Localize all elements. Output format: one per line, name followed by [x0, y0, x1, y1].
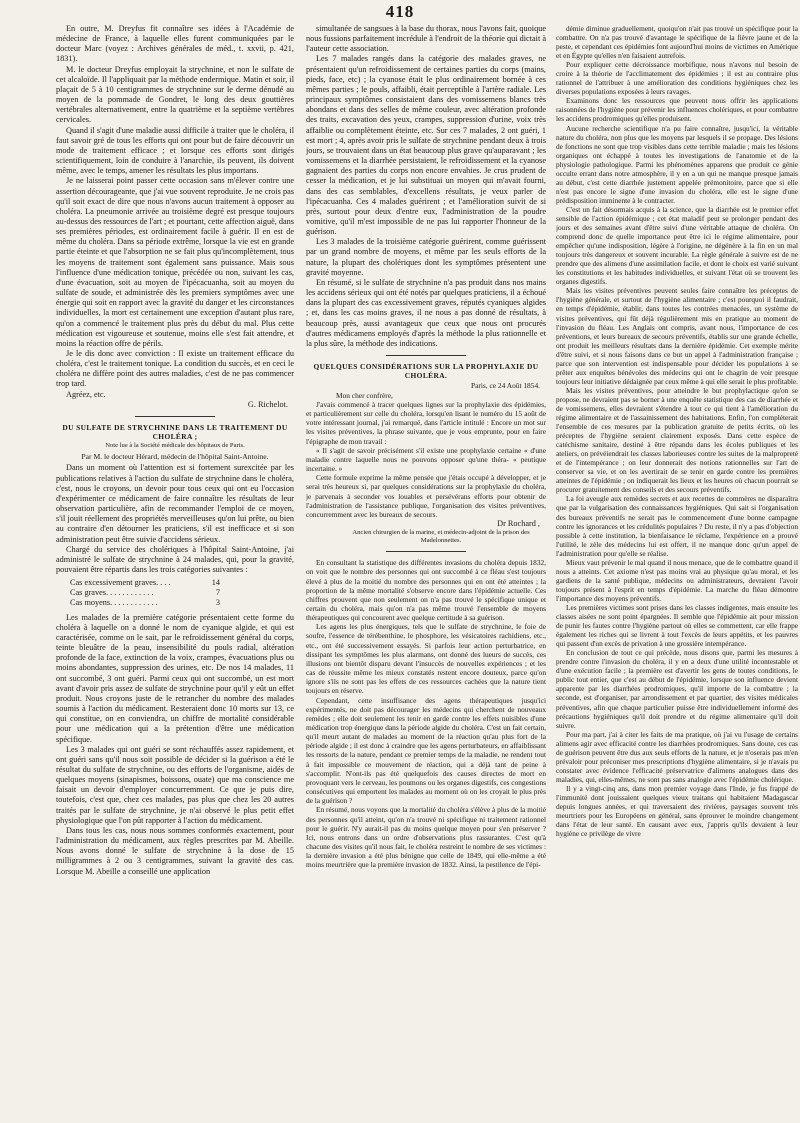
section-note: Note lue à la Société médicale des hôpitaux de Paris.	[105, 441, 245, 449]
column-middle	[306, 24, 546, 1116]
divider	[135, 416, 215, 417]
paragraph: Pour ma part, j'ai à citer les faits de ma pratique, où j'ai vu l'usage de certains alimens agir avec efficacité contre les diarrhées prodromiques. Sans doute, ces cas de guérison peuvent être dus aux seuls efforts de la nature, et je n'oserais pas m'en prévaloir pour préconiser mes prescriptions d'hygiène alimentaire, si je n'avais pu constater avec évidence l'efficacité préservatrice d'alimens analogues dans des maladies, qui, elles-mêmes, ne sont pas sans analogie avec l'épidémie cholérique.	[556, 729, 798, 784]
epigraph: « Il s'agit de savoir précisément s'il existe une prophylaxie certaine « d'une maladie contre laquelle nous ne pouvons opposer qu'une théra- « peutique incertaine. »	[306, 445, 546, 474]
paragraph: Il y a vingt-cinq ans, dans mon premier voyage dans l'Inde, je fus frappé de l'immunité dont jouissaient quelques vieux traitans qui habitaient Madagascar depuis longues années, et qui traversaient des rivières, paysages souvent très meurtriers pour les Européens en général, sans éprouver le moindre changement dans l'état de leur santé. En causant avec eux, j'appris qu'ils devaient à leur hygiène ce privilège de vivre	[556, 783, 798, 839]
paragraph: Chargé du service des cholériques à l'hôpital Saint-Antoine, j'ai administré le sulfate de strychnine à 24 malades, qui, pour la gravité, pouvaient être répartis dans les trois catégories suivantes :	[56, 544, 294, 574]
paragraph: Quand il s'agit d'une maladie aussi difficile à traiter que le choléra, il faut savoir gré de tous les efforts qui ont pour but de faire découvrir un mode de traitement efficace ; et lorsque ces efforts sont dirigés scientifiquement, loin de conduire à l'anarchie, ils peuvent, ils doivent même, avec le temps, amener les résultats les plus importans.	[56, 125, 294, 176]
paragraph: Les agens les plus énergiques, tels que le sulfate de strychnine, le foie de soufre, l'essence de térébenthine, le phosphore, les vésicatoires rachidiens, etc., etc., ont été successivement essayés. Si parfois leur action perturbatrice, en dissipant les symptômes les plus alarmans, ont donné des lueurs de succès, ces illusions ont bientôt disparu devant l'insuccès de nouvelles expériences ; et les cas de réussite même les mieux constatés restent encore douteux, parce qu'on ignore s'ils ne sont pas les effets de ces ressources cachées que la nature tient toujours en réserve.	[306, 622, 546, 696]
case-label: Cas excessivement graves. . . .	[70, 578, 171, 588]
case-row	[56, 588, 220, 598]
paragraph: Cependant, cette insuffisance des agens thérapeutiques jusqu'ici expérimentés, ne doit pas décourager les médecins qui cherchent de nouveaux remèdes ; elle doit seulement les tenir en garde contre les effets nuisibles d'une médication trop énergique dans la période algide du choléra. C'est un fait certain, qu'il meurt autant de malades au moment de la réaction qu'au plus fort de la période algide ; il est donc à craindre que les agens perturbateurs, en affaiblissant les ressorts de la nature, pendant ce premier temps de la maladie, ne rendent tout à fait impossible ce mouvement de réaction, qui a déjà tant de peine à s'accomplir. N'ont-ils pas été quelquefois des causes directes de mort en provoquant vers le cerveau, les poumons ou les organes digestifs, ces congestions consécutives qui emportent les malades au moment où on les croyait le plus près de la guérison ?	[306, 695, 546, 806]
paragraph: simultanée de sangsues à la base du thorax, nous l'avons fait, quoique nous fussions parfaitement incrédule à l'endroit de la théorie qui dictait à l'auteur cette association.	[306, 24, 546, 54]
paragraph: Je le dis donc avec conviction : Il existe un traitement efficace du choléra, c'est le traitement tonique. La condition du succès, et en ceci le choléra ne diffère point des autres maladies, c'est de ne pas commencer trop tard.	[56, 349, 294, 389]
case-count: 14	[211, 578, 220, 588]
paragraph: En résumé, si le sulfate de strychnine n'a pas produit dans nos mains les accidens sérieux qui ont été notés par quelques praticiens, il a échoué dans la plupart des cas excessivement graves, réputés cyaniques algides ; et, dans les cas moins graves, il ne nous a pas donné de résultats, à beaucoup près, aussi avantageux que ceux que nous ont procurés d'autres médicamens employés d'après la méthode la plus rationnelle et la plus sûre, la méthode des indications.	[306, 277, 546, 348]
divider	[386, 551, 466, 552]
letter-date: Paris, ce 24 Août 1854.	[471, 381, 540, 390]
divider	[386, 355, 466, 356]
paragraph: Les 3 malades qui ont guéri se sont réchauffés assez rapidement, et ont guéri sans qu'il nous soit possible de décider si la guérison a été le résultat du sulfate de strychnine, ou des efforts de l'organisme, aidés de quelques moyens (sinapismes, boissons, ouate) que ma conscience me faisait un devoir d'employer concurremment. Ce que je puis dire, toutefois, c'est que, chez ces malades, pas plus que chez les 20 autres traités par le sulfate de strychnine, je n'ai observé le plus petit effet physiologique que l'on pût rapporter à l'action du médicament.	[56, 744, 294, 825]
paragraph: Les 7 malades rangés dans la catégorie des malades graves, ne présentaient qu'un refroidissement de certaines parties du corps (mains, pieds, face, etc) ; la cyanose était le plus ordinairement bornée à ces mêmes parties ; le pouls, affaibli, était perceptible à l'artère radiale. Les principaux symptômes consistaient dans des vomissemens blancs très abondans et dans des selles de même couleur, avec altération profonde des traits, excavation des yeux, crampes, suppression d'urine, voix très affaiblie ou complètement éteinte, etc. Sur ces 7 malades, 2 ont guéri, 1 est mort ; 4, après avoir pris le sulfate de strychnine pendant deux à trois jours, se trouvaient dans un état beaucoup plus grave qu'auparavant ; les vomissemens et la diarrhée persistaient, le refroidissement et la cyanose gagnaient des parties du corps non encore envahies. Je crus prudent de cesser la médication, et je lui substituai un moyen qui m'avait fourni, dans des cas semblables, d'excellens résultats, je veux parler de l'ipécacuanha. Ces 4 malades guérirent ; et l'amélioration suivit de si près, surtout pour deux d'entre eux, l'administration de la poudre vomitive, qu'il m'est impossible de ne pas lui rapporter l'honneur de la guérison.	[306, 54, 546, 237]
paragraph: Mais les visites préventives, pour atteindre le but prophylactique qu'on se propose, ne devraient pas se borner à une enquête statistique des cas de diarrhée et de vomissemens, elles devraient s'étendre à tout ce qui tient à l'amélioration du régime alimentaire et de l'assainissement des habitations. Enfin, l'on compléterait l'ensemble de ces mesures par la publication gratuite de petits écrits, où les préceptes de l'hygiène seraient clairement exposés. Dans cette espèce de catéchisme sanitaire, destiné à être répandu dans les écoles publiques et les ateliers, on prévéiendrait les classes laborieuses contre les suites de la malpropreté et de l'intempérance ; on leur donnerait des notions rationnelles sur l'art de conserver sa vie, et on les avertirait de se tenir en garde contre les premières atteintes de l'épidémie ; on indiquerait les lieux et les heures où chacun pourrait se procurer gratuitement des conseils et des secours préventifs.	[556, 385, 798, 495]
section-title: DU SULFATE DE STRYCHNINE DANS LE TRAITEMENT DU CHOLÉRA ;	[62, 422, 288, 441]
case-count: 7	[215, 588, 220, 598]
section-byline: Par M. le docteur Hérard, médecin de l'hôpital Saint-Antoine.	[81, 451, 269, 461]
paragraph: En conclusion de tout ce qui précède, nous disons que, parmi les mesures à prendre contre l'invasion du choléra, il y en a deux d'une utilité incontestable et d'une exécution facile ; la première est d'avertir les gens de toutes conditions, le public tout entier, que c'est au début de l'épidémie, lorsque son influence devient apparente par les diarrhées prodromiques, qu'il importe de la combattre ; la seconde, est d'organiser, par arrondissement et par quartier, des visites médicales préventives, afin que chaque particulier puisse être individuellement informé des précautions hygiéniques qu'il doit prendre et du régime alimentaire qu'il doit suivre.	[556, 648, 798, 730]
case-count: 3	[215, 598, 220, 608]
paragraph: C'est un fait désormais acquis à la science, que la diarrhée est le premier effet sensible de l'action épidémique ; cet état maladif peut se prolonger pendant des jours et des semaines avant d'être suivi d'une véritable attaque de choléra. On comprend donc de quelle importance peut être ici le régime alimentaire, pour empêcher qu'une indisposition, légère à l'origine, ne dégénère à la fin en un mal toujours très dangereux et souvent incurable. La règle générale à suivre est de ne prendre que des alimens d'une assimilation facile, et dont le choix est varié suivant les constitutions et les habitudes individuelles, et suivant l'état où se trouvent les organes digestifs.	[556, 204, 798, 287]
paragraph: La foi aveugle aux remèdes secrets et aux recettes de commères ne disparaîtra que par la vulgarisation des connaissances hygiéniques. Qui sait si l'organisation des bureaux préventifs ne serait pas le commencement d'une bonne campagne contre les ignorances et les crédulités populaires ? Du reste, il n'y a pas d'objection possible à cette institution, la bienfaisance le réclame, l'expérience en a prouvé l'utilité, le zèle des médecins lui est offert, il ne manque donc qu'un appel de l'administration pour qu'elle se réalise.	[556, 494, 798, 558]
closing: Agréez, etc.	[66, 389, 106, 399]
case-row	[56, 578, 220, 588]
case-table	[56, 578, 294, 608]
paragraph: En outre, M. Dreyfus fit connaître ses idées à l'Académie de médecine de France, à laquelle elles furent communiquées par le docteur Marc (voyez : Archives générales de méd., t. xxvii, p. 421, 1831).	[56, 24, 294, 64]
paragraph: Cette formule exprime la même pensée que j'étais occupé à développer, et je serai très heureux si, par quelques considérations sur la prophylaxie du choléra, je parvenais à seconder vos louables et persévérans efforts pour obtenir de l'administration de l'assistance publique, l'organisation des visites préventives, concurremment avec les bureaux de secours.	[306, 473, 546, 519]
signature: Dr Rochard ,	[497, 519, 540, 529]
page-number: 418	[385, 2, 415, 21]
case-label: Cas graves. . . . . . . . . . . .	[70, 588, 154, 598]
paragraph: En résumé, nous voyons que la mortalité du choléra s'élève à plus de la moitié des personnes qu'il atteint, qu'on n'a trouvé ni spécifique ni traitement rationnel pour le guérir. N'y aurait-il pas du moins quelque moyen pour s'en préserver ? Ici, nous entrons dans un ordre d'observations plus rassurantes. C'est qu'à chacune des visites qu'il nous fait, le choléra restreint le nombre de ses victimes : la dernière invasion a été plus bénigne que celle de 1849, qui elle-même a été moins meurtrière que la première invasion de 1832. Ainsi, la pestilence de l'épi-	[306, 805, 546, 870]
column-left	[56, 24, 294, 1116]
salutation: Mon cher confrère,	[336, 390, 393, 400]
section-title: QUELQUES CONSIDÉRATIONS SUR LA PROPHYLAXIE DU CHOLÉRA.	[313, 362, 539, 380]
paragraph: Les 3 malades de la troisième catégorie guérirent, comme guérissent par un grand nombre de moyens, et même par les seuls efforts de la nature, la plupart des cholériques dont les symptômes présentent une gravité moyenne.	[306, 237, 546, 277]
paragraph: Pour expliquer cette décroissance morbifique, nous n'avons nul besoin de croire à la théorie de l'acclimatement des épidémies ; il est au contraire plus rationnel de l'attribuer à une amélioration des conditions hygiéniques chez les diverses populations exposées à leurs ravages.	[556, 60, 798, 97]
paragraph: Les malades de la première catégorie présentaient cette forme du choléra à laquelle on a donné le nom de cyanique algide, et qui est caractérisée, comme on le sait, par le refroidissement général du corps, teinte bleuâtre de la peau, insensibilité du pouls radial, altération profonde de la face, extinction de la voix, crampes, évacuations plus ou moins abondantes, suppression des urines, etc. De nos 14 malades, 11 ont succombé, 3 ont guéri. Parmi ceux qui ont succombé, un est mort avant d'avoir pris assez de sulfate de strychnine pour qu'il y eût un effet produit. Nous croyons juste de le retrancher du nombre des malades soumis à l'action du médicament. Resteraient donc 10 morts sur 13, ce qui constitue, on en conviendra, un chiffre de mortalité considérable pour une médication qui a la prétention d'être une médication spécifique.	[56, 612, 294, 744]
case-label: Cas moyens. . . . . . . . . . . .	[70, 598, 158, 608]
paragraph: Dans un moment où l'attention est si fortement surexcitée par les publications relatives à l'action du sulfate de strychnine dans le choléra, c'est, nous le croyons, un devoir pour tous ceux qui ont eu l'occasion d'expérimenter ce médicament de faire connaître les résultats de leur observation particulière, afin de recommander l'emploi de ce moyen, s'il jouit réellement des propriétés merveilleuses qu'on lui prête, ou bien au contraire d'en détourner les praticiens, s'il est inefficace et si son administration peut être suivie d'accidens sérieux.	[56, 463, 294, 544]
paragraph: Aucune recherche scientifique n'a pu faire connaître, jusqu'ici, la véritable nature du choléra, non plus que les moyens par lesquels il se propage. Des lésions de fonctions ne sont que trop visibles dans cette terrible maladie ; mais les lésions organiques ont échappé à toutes les investigations de l'anatomie et de la physiologie pathologique. Parmi les phénomènes apparens que produit ce génie occulte errant dans notre atmosphère, il y en a un qui ne manque presque jamais au début, c'est cette diarrhée justement appelée prémonitoire, parce que si elle n'est pas encore le signe d'une invasion du choléra, elle est le signe d'une prédisposition imminente à le contracter.	[556, 123, 798, 205]
paragraph: J'avais commencé à tracer quelques lignes sur la prophylaxie des épidémies, et particulièrement sur celle du choléra, lorsqu'en lisant le numéro du 15 août de votre intéressant journal, j'ai remarqué, dans l'article intitulé : Encore un mot sur les visites préventives, la phrase suivante, que je vous emprunte, pour en faire l'épigraphe de mon travail :	[306, 400, 546, 446]
paragraph: Les premières victimes sont prises dans les classes indigentes, mais ensuite les classes aisées ne sont point épargnées. Il semble que l'épidémie ait pour mission de punir les fautes contre l'hygiène partout où elles se commettent, car elle frappe également les riches qui se livrent à tout l'excès de leurs appétits, et les pauvres qui passent d'un excès de privation à une grossière intempérance.	[556, 603, 798, 649]
paragraph: Examinons donc les ressources que peuvent nous offrir les applications raisonnées de l'hygiène pour prévenir les influences cholériques, et pour combattre les accidens prodromiques qu'elles produisent.	[556, 96, 798, 124]
paragraph: Mais les visites préventives peuvent seules faire connaître les préceptes de l'hygiène générale, et surtout de l'hygiène alimentaire ; c'est pourquoi il faudrait, en temps d'épidémie, établir, dans toutes les contrées menacées, un système de visites préventives, qui fût déjà régulièrement mis en pratique au moment de l'invasion du fléau. Les Anglais ont compris, avant nous, l'importance de ces préventions, et leurs bureaux de secours préventifs, établis sur une grande échelle, ont produit les meilleurs résultats dans la dernière épidémie. Cet exemple mérite d'être suivi, et si nous faisons dans ce but un appel à l'administration française ; parce que son intervention est indispensable pour décider les populations à se prêter aux enquêtes bénévoles des médecins qui ont le chagrin de voir presque toujours leur initiative dédaignée par ceux même à qui elle serait le plus profitable.	[556, 286, 798, 386]
paragraph: En consultant la statistique des différentes invasions du choléra depuis 1832, on voit que le nombre des personnes qui ont succombé à ce fléau s'est toujours élevé à plus de la moitié du nombre des personnes qui en ont été atteintes ; la proportion de la même mortalité s'observe encore dans l'épidémie actuelle. Ces chiffres prouvent que non seulement on n'a pas trouvé le spécifique unique et certain du choléra, mais qu'on n'a pas même trouvé l'ensemble de moyens thérapeutiques qui concourent avec quelque certitude à sa guérison.	[306, 558, 546, 623]
column-right	[556, 24, 798, 1116]
signature: G. Richelot.	[247, 399, 288, 409]
paragraph: M. le docteur Dreyfus employait la strychnine, et non le sulfate de cet alcaloïde. Il l'appliquait par la méthode endermique. Matin et soir, il plaçait de 5 à 10 centigrammes de strychnine sur le derme dénudé au moyen de la pommade de Gondret, le long des deux gouttières vertébrales alternativement, entre la quatrième et la septième vertèbres cervicales.	[56, 64, 294, 125]
case-row	[56, 598, 220, 608]
signature-title: Ancien chirurgien de la marine, et médecin-adjoint de la prison des Madelonnettes.	[352, 529, 530, 545]
paragraph: Je ne laisserai point passer cette occasion sans m'élever contre une assertion décourageante, que j'ai vue souvent reproduite. Je ne crois pas qu'il soit exact de dire que nous n'avons aucun traitement à opposer au choléra. La pneumonie arrivée au troisième degré est presque toujours au-dessus des ressources de l'art ; et pourtant, cette affection aiguë, dans ses premières périodes, est ordinairement facile à guérir. Il en est de même du choléra. Dans sa période extrême, lorsque la vie est en grande partie éteinte et que l'absorption ne se fait plus qu'incomplètement, tous les moyens de traitement sont également sans puissance. Mais sous l'influence d'une médication tonique, précédée ou non, suivant les cas, d'une évacuation, soit au moyen de l'ipécacuanha, soit au moyen du sulfate de soude, et administrée dès les premiers symptômes avec une énergie qui soit en rapport avec la gravité du danger et les circonstances individuelles, la mort est certainement une exception d'autant plus rare, qu'on a commencé le traitement plus près du début du mal. Plus cette médication est vigoureuse et soutenue, moins elle s'est fait attendre, et moins la réaction offre de périls.	[56, 176, 294, 348]
paragraph: démie diminue graduellement, quoiqu'on n'ait pas trouvé un spécifique pour la combattre. On n'a pas trouvé d'avantage le spécifique de la fièvre jaune et de la peste, et cependant ces épidémies font aujourd'hui moins de victimes en Amérique et en Égypte qu'elles n'en faisaient autrefois.	[556, 24, 798, 61]
paragraph: Mieux vaut prévenir le mal quand il nous menace, que de le combattre quand il nous a atteints. Cet axiome n'est pas moins vrai au physique qu'au moral, et les gardiens de la santé publique, médecins ou administrateurs, devraient l'avoir toujours présent à l'esprit en temps d'épidémie. La marche du fléau démontre l'importance des moyens préventifs.	[556, 557, 798, 603]
paragraph: Dans tous les cas, nous nous sommes conformés exactement, pour l'administration du médicament, aux règles prescrites par M. Abeille. Nous avons donné le sulfate de strychnine à la dose de 15 milligrammes à 2 ou 3 centigrammes, suivant la gravité des cas. Lorsque M. Abeille a conseillé une application	[56, 825, 294, 876]
